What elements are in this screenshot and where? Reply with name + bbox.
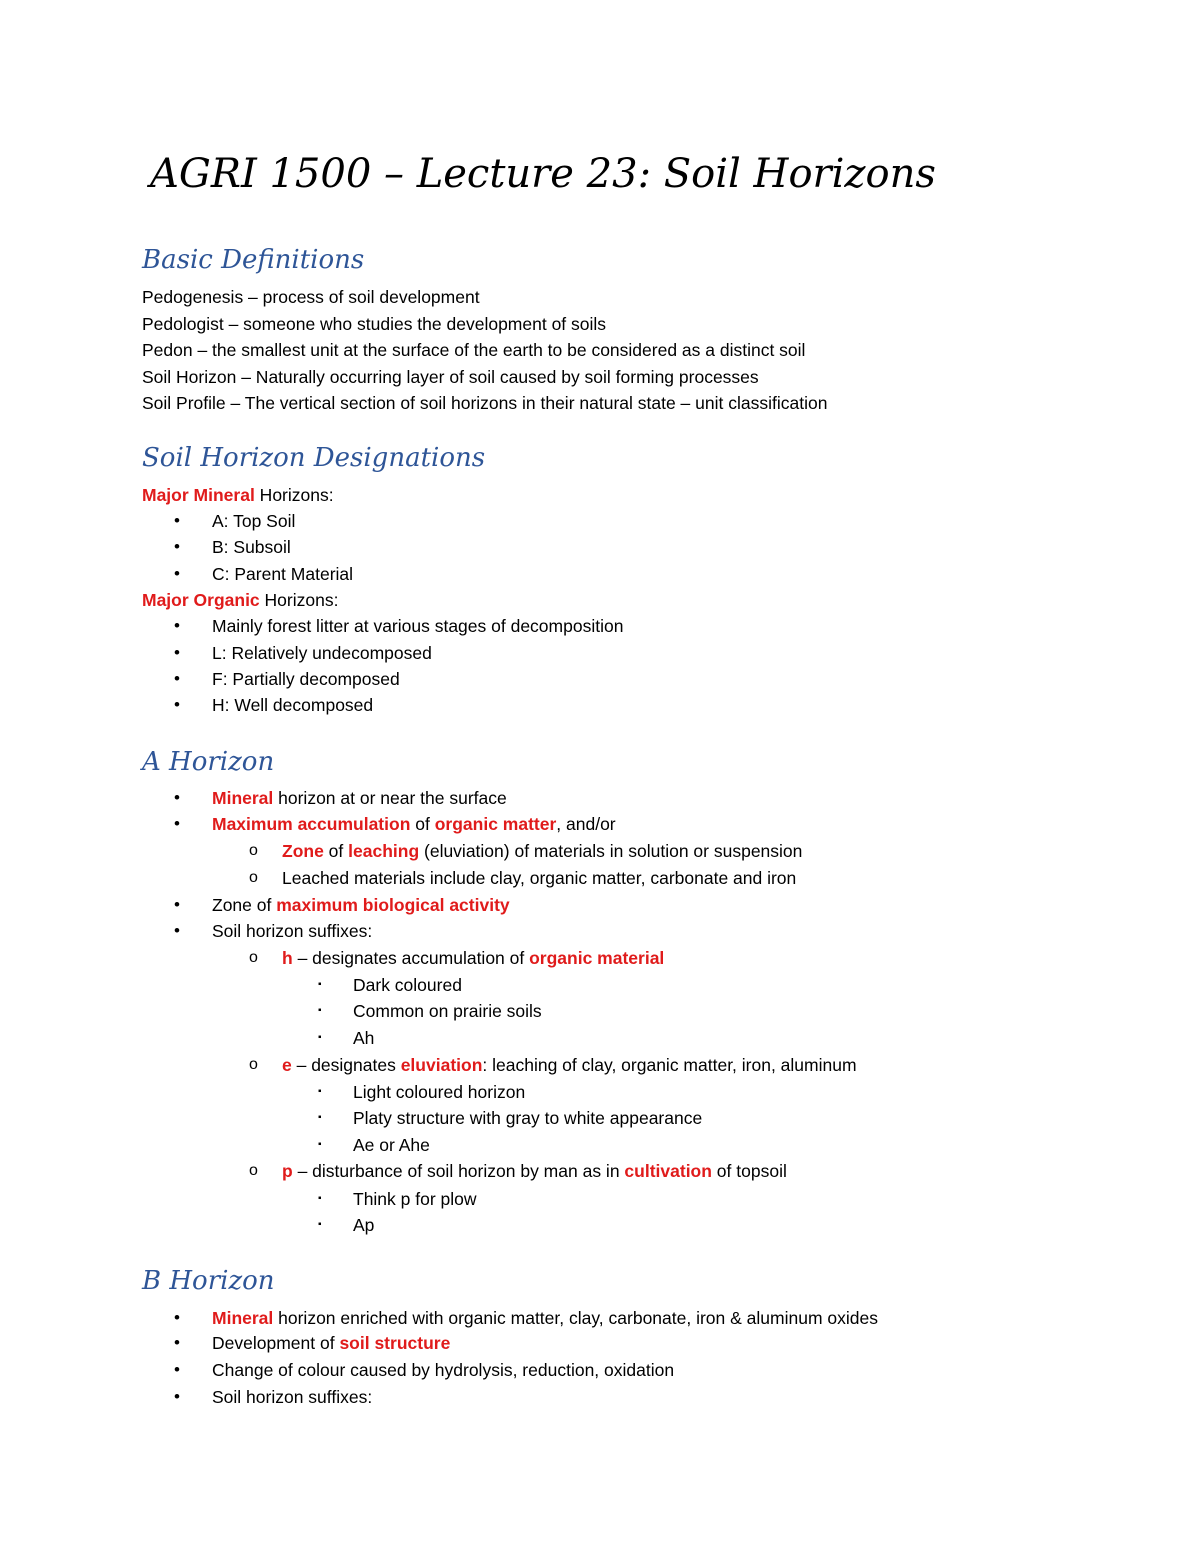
bullet-disc: • — [174, 1308, 180, 1327]
bullet-disc: • — [174, 511, 180, 530]
heading-basic-definitions: Basic Definitions — [142, 245, 365, 275]
bullet-disc: • — [174, 895, 180, 914]
highlight: Zone — [282, 841, 324, 861]
text: (eluviation) of materials in solution or suspension — [419, 841, 803, 861]
highlight: leaching — [348, 841, 420, 861]
list-item: Leached materials include clay, organic matter, carbonate and iron — [282, 868, 797, 888]
list-item — [282, 838, 802, 864]
bullet-square: ▪ — [318, 1139, 322, 1150]
bullet-disc: • — [174, 537, 180, 556]
major-mineral-highlight: Major Mineral — [142, 485, 255, 505]
definition-pedogenesis: Pedogenesis – process of soil development — [142, 287, 480, 307]
bullet-disc: • — [174, 788, 180, 807]
text: – disturbance of soil horizon by man as in — [292, 1161, 625, 1181]
bullet-disc: • — [174, 1333, 180, 1352]
bullet-circle: o — [249, 842, 258, 859]
list-item: Change of colour caused by hydrolysis, reduction, oxidation — [212, 1360, 675, 1380]
list-item — [212, 892, 510, 918]
list-item: H: Well decomposed — [212, 695, 374, 715]
text: – designates accumulation of — [292, 948, 530, 968]
document-title: AGRI 1500 – Lecture 23: Soil Horizons — [150, 151, 936, 197]
list-item: Think p for plow — [353, 1189, 477, 1209]
list-item: L: Relatively undecomposed — [212, 643, 432, 663]
text: , and/or — [556, 814, 616, 834]
highlight: soil structure — [339, 1333, 451, 1353]
major-mineral-label — [142, 482, 334, 508]
bullet-square: ▪ — [318, 1086, 322, 1097]
list-item: Common on prairie soils — [353, 1001, 542, 1021]
highlight: Mineral — [212, 788, 274, 808]
bullet-disc: • — [174, 695, 180, 714]
list-item — [212, 785, 507, 811]
major-organic-highlight: Major Organic — [142, 590, 260, 610]
bullet-circle: o — [249, 1056, 258, 1073]
bullet-disc: • — [174, 669, 180, 688]
list-item: F: Partially decomposed — [212, 669, 400, 689]
list-item: Dark coloured — [353, 975, 462, 995]
text: of topsoil — [711, 1161, 787, 1181]
list-item — [212, 1330, 450, 1356]
bullet-disc: • — [174, 814, 180, 833]
list-item: Platy structure with gray to white appearance — [353, 1108, 703, 1128]
text: Development of — [212, 1333, 340, 1353]
highlight: Mineral — [212, 1308, 274, 1328]
highlight: organic matter — [434, 814, 557, 834]
list-item: B: Subsoil — [212, 537, 291, 557]
list-item — [282, 945, 664, 971]
heading-soil-horizon-designations: Soil Horizon Designations — [142, 443, 486, 473]
bullet-square: ▪ — [318, 1193, 322, 1204]
list-item: Ah — [353, 1028, 375, 1048]
text: Zone of — [212, 895, 277, 915]
highlight: Maximum accumulation — [212, 814, 411, 834]
text: horizon at or near the surface — [273, 788, 507, 808]
list-item: Ae or Ahe — [353, 1135, 430, 1155]
bullet-disc: • — [174, 921, 180, 940]
highlight: e — [282, 1055, 292, 1075]
list-item — [282, 1052, 857, 1078]
bullet-disc: • — [174, 1360, 180, 1379]
list-item: Mainly forest litter at various stages of decomposition — [212, 616, 624, 636]
bullet-circle: o — [249, 869, 258, 886]
major-mineral-rest: Horizons: — [254, 485, 334, 505]
bullet-square: ▪ — [318, 1112, 322, 1123]
highlight: organic material — [529, 948, 665, 968]
text: of — [410, 814, 435, 834]
bullet-disc: • — [174, 616, 180, 635]
highlight: maximum biological activity — [276, 895, 510, 915]
bullet-square: ▪ — [318, 1219, 322, 1230]
bullet-disc: • — [174, 1387, 180, 1406]
highlight: eluviation — [400, 1055, 483, 1075]
text: of — [323, 841, 349, 861]
highlight: h — [282, 948, 293, 968]
text: : leaching of clay, organic matter, iron, aluminum — [482, 1055, 857, 1075]
list-item — [212, 811, 616, 837]
bullet-square: ▪ — [318, 1005, 322, 1016]
major-organic-label — [142, 587, 338, 613]
bullet-disc: • — [174, 643, 180, 662]
definition-soil-profile: Soil Profile – The vertical section of soil horizons in their natural state – unit classification — [142, 393, 828, 413]
text: horizon enriched with organic matter, clay, carbonate, iron & aluminum oxides — [273, 1308, 878, 1328]
list-item: Soil horizon suffixes: — [212, 921, 373, 941]
heading-a-horizon: A Horizon — [142, 747, 275, 777]
highlight: cultivation — [624, 1161, 712, 1181]
highlight: p — [282, 1161, 293, 1181]
bullet-square: ▪ — [318, 979, 322, 990]
text: – designates — [291, 1055, 401, 1075]
heading-b-horizon: B Horizon — [142, 1266, 275, 1296]
list-item: Soil horizon suffixes: — [212, 1387, 373, 1407]
list-item: Light coloured horizon — [353, 1082, 526, 1102]
bullet-circle: o — [249, 949, 258, 966]
definition-pedon: Pedon – the smallest unit at the surface of the earth to be considered as a distinct soil — [142, 340, 806, 360]
list-item: Ap — [353, 1215, 375, 1235]
list-item: C: Parent Material — [212, 564, 354, 584]
list-item — [212, 1305, 878, 1331]
major-organic-rest: Horizons: — [259, 590, 339, 610]
list-item — [282, 1158, 787, 1184]
definition-pedologist: Pedologist – someone who studies the development of soils — [142, 314, 607, 334]
bullet-circle: o — [249, 1162, 258, 1179]
definition-soil-horizon: Soil Horizon – Naturally occurring layer of soil caused by soil forming processes — [142, 367, 759, 387]
bullet-square: ▪ — [318, 1032, 322, 1043]
list-item: A: Top Soil — [212, 511, 296, 531]
bullet-disc: • — [174, 564, 180, 583]
